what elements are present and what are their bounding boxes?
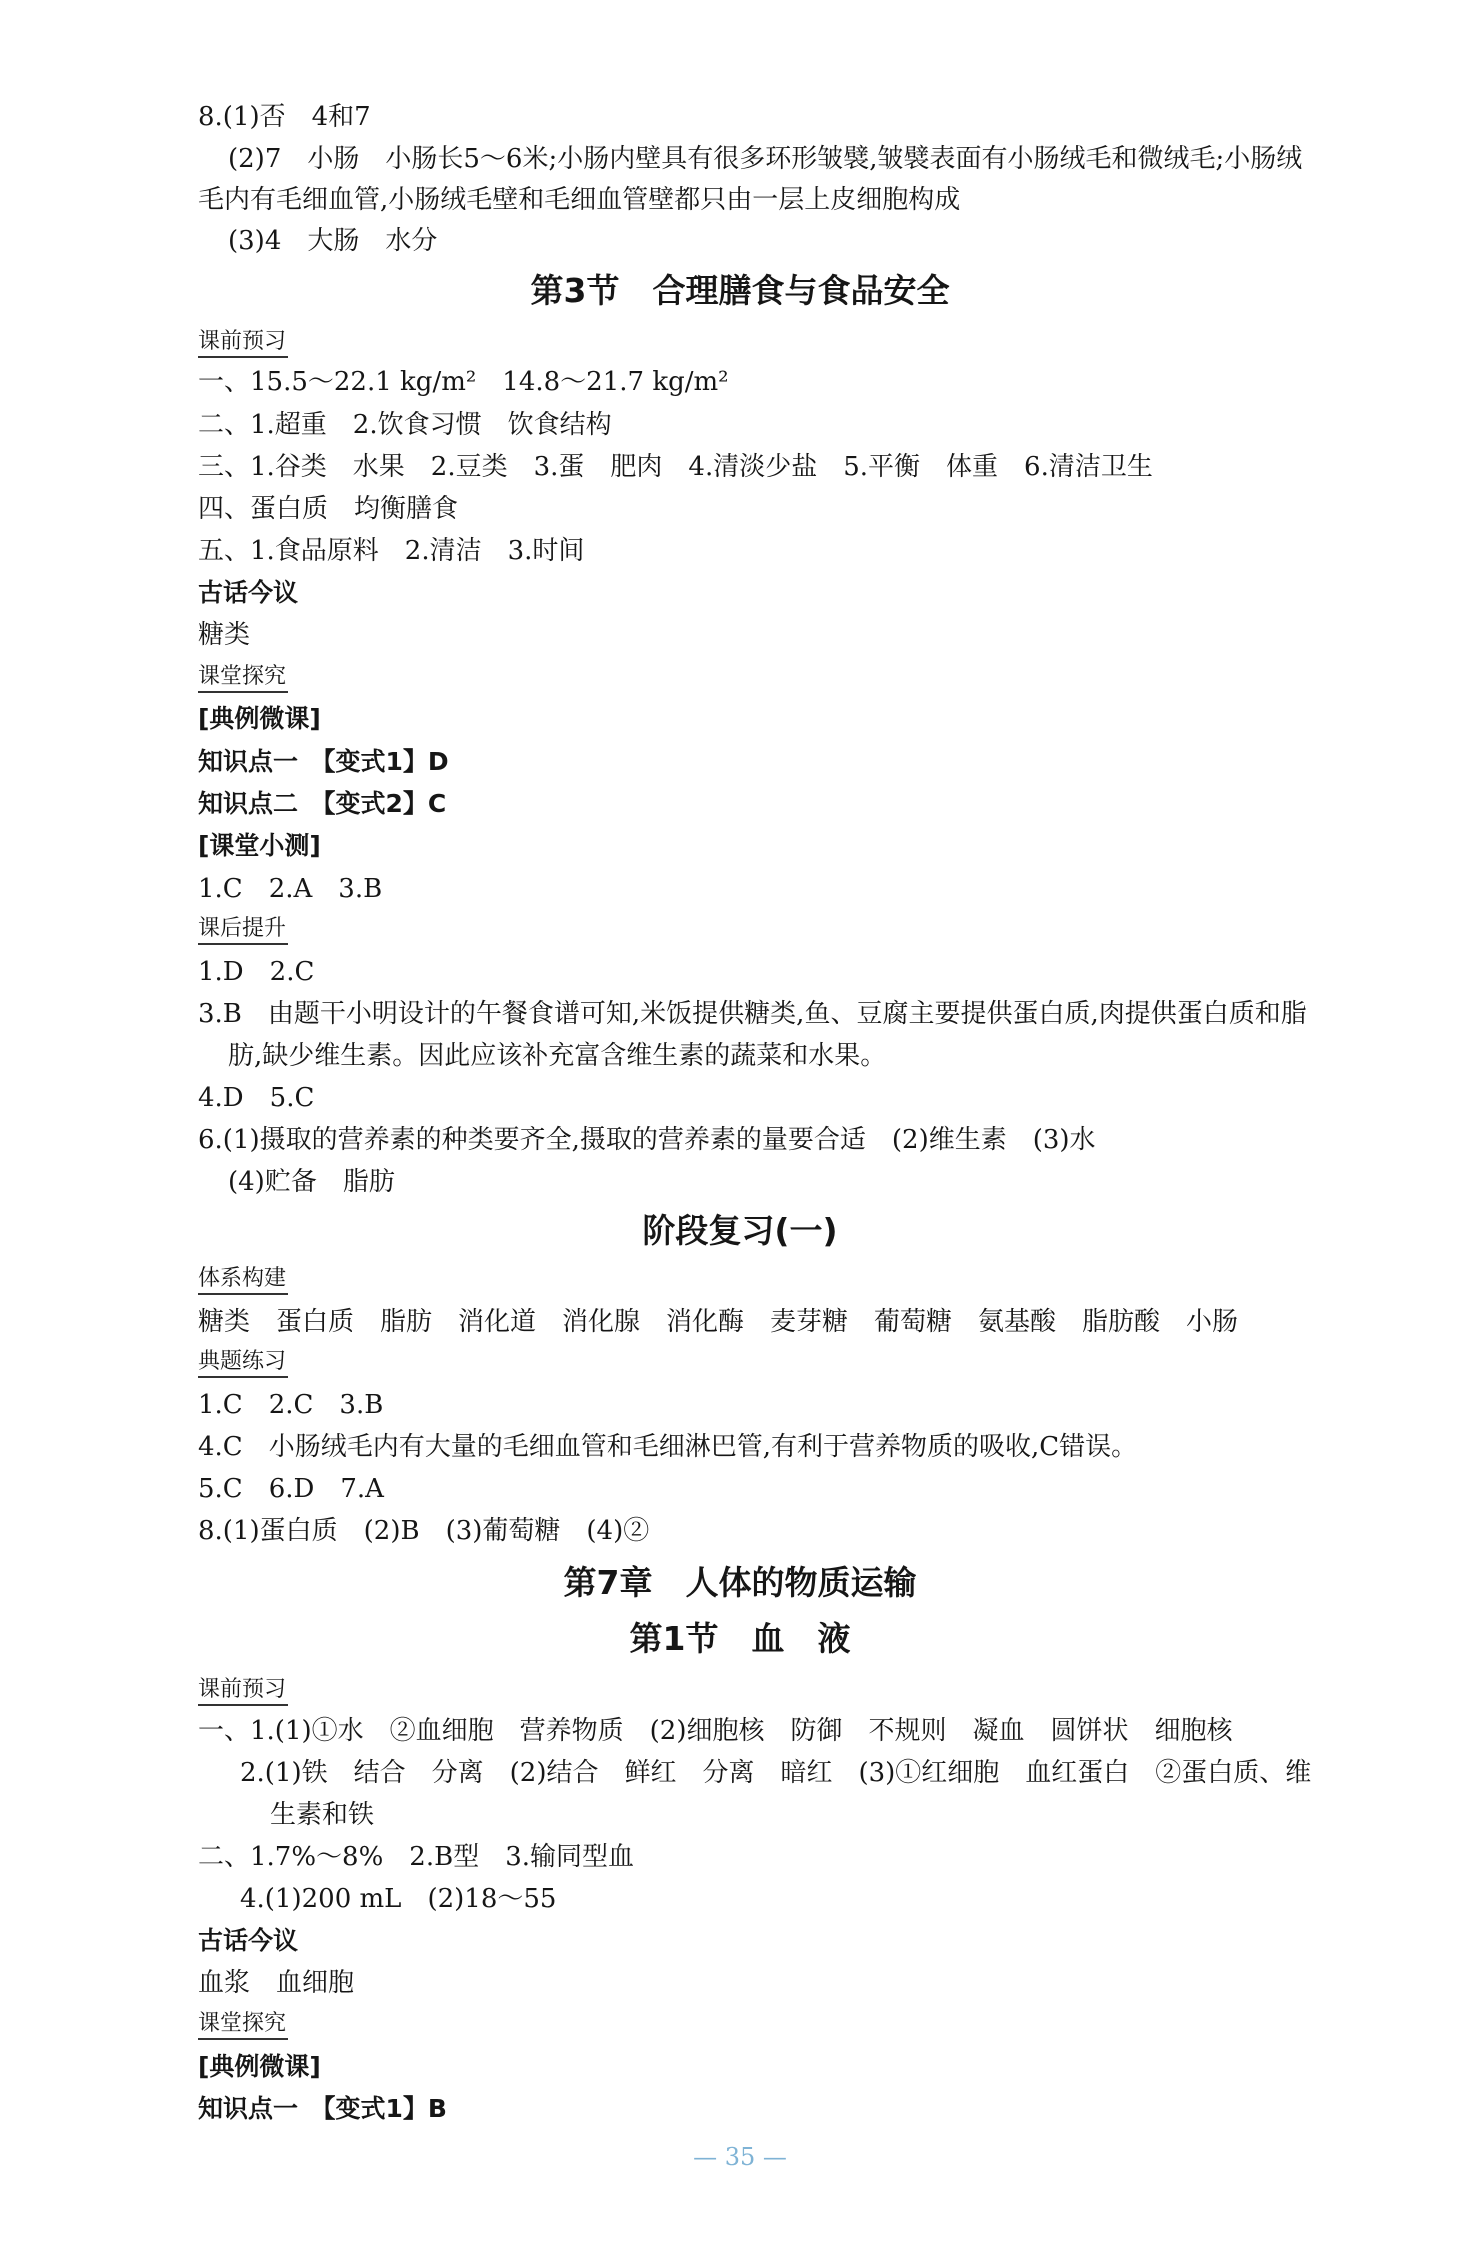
answer-line: 三、1.谷类 水果 2.豆类 3.蛋 肥肉 4.清淡少盐 5.平衡 体重 6.清洁卫生 [198,452,1153,482]
answer-line: 肪,缺少维生素。因此应该补充富含维生素的蔬菜和水果。 [228,1041,887,1071]
answer-line: 1.C 2.C 3.B [198,1390,384,1420]
section-label: 课堂探究 [198,2010,288,2040]
section-label: 典题练习 [198,1348,288,1378]
answer-line: 2.(1)铁 结合 分离 (2)结合 鲜红 分离 暗红 (3)①红细胞 血红蛋白 ②蛋白质、维 [240,1758,1312,1788]
answer-line: 1.C 2.A 3.B [198,874,383,904]
answer-line: 二、1.超重 2.饮食习惯 饮食结构 [198,410,612,440]
answer-line: 4.D 5.C [198,1083,315,1113]
subheading: 古话今议 [198,1926,299,1955]
subheading: [典例微课] [198,704,321,733]
section-title: 第3节 合理膳食与食品安全 [530,271,950,310]
answer-line: 血浆 血细胞 [198,1968,355,1998]
answer-line: 8.(1)否 4和7 [198,102,371,132]
section-label: 课后提升 [198,915,288,945]
section-label: 课前预习 [198,328,288,358]
answer-line: 毛内有毛细血管,小肠绒毛壁和毛细血管壁都只由一层上皮细胞构成 [198,185,961,215]
page-number: — 35 — [693,2143,787,2171]
subheading: [典例微课] [198,2052,321,2081]
answer-line: 二、1.7%～8% 2.B型 3.输同型血 [198,1842,635,1872]
subheading: 古话今议 [198,578,299,607]
section-title: 阶段复习(一) [642,1211,838,1250]
answer-line: 4.C 小肠绒毛内有大量的毛细血管和毛细淋巴管,有利于营养物质的吸收,C错误。 [198,1432,1138,1462]
answer-line: 6.(1)摄取的营养素的种类要齐全,摄取的营养素的量要合适 (2)维生素 (3)水 [198,1125,1096,1155]
answer-line: 糖类 [198,620,251,650]
answer-line: 3.B 由题干小明设计的午餐食谱可知,米饭提供糖类,鱼、豆腐主要提供蛋白质,肉提供蛋白质和脂 [198,999,1307,1029]
answer-line: 五、1.食品原料 2.清洁 3.时间 [198,536,585,566]
answer-line: 糖类 蛋白质 脂肪 消化道 消化腺 消化酶 麦芽糖 葡萄糖 氨基酸 脂肪酸 小肠 [198,1307,1239,1337]
answer-line: 知识点一 【变式1】B [198,2094,447,2123]
answer-line: 生素和铁 [270,1800,375,1830]
answer-line: 四、蛋白质 均衡膳食 [198,494,459,524]
answer-line: (3)4 大肠 水分 [228,226,438,256]
section-label: 课前预习 [198,1676,288,1706]
answer-line: 知识点二 【变式2】C [198,789,447,818]
answer-line: (2)7 小肠 小肠长5～6米;小肠内壁具有很多环形皱襞,皱襞表面有小肠绒毛和微绒毛;小肠绒 [228,144,1303,174]
chapter-title: 第7章 人体的物质运输 [563,1563,917,1602]
answer-line: (4)贮备 脂肪 [228,1167,395,1197]
answer-line: 1.D 2.C [198,957,315,987]
answer-line: 知识点一 【变式1】D [198,747,449,776]
answer-line: 一、1.(1)①水 ②血细胞 营养物质 (2)细胞核 防御 不规则 凝血 圆饼状 细胞核 [198,1716,1233,1746]
answer-line: 8.(1)蛋白质 (2)B (3)葡萄糖 (4)② [198,1516,650,1546]
section-title: 第1节 血 液 [629,1619,851,1658]
answer-line: 4.(1)200 mL (2)18～55 [240,1884,557,1914]
answer-line: 一、15.5～22.1 kg/m² 14.8～21.7 kg/m² [198,367,729,397]
section-label: 课堂探究 [198,663,288,693]
subheading: [课堂小测] [198,831,321,860]
answer-line: 5.C 6.D 7.A [198,1474,384,1504]
section-label: 体系构建 [198,1265,288,1295]
